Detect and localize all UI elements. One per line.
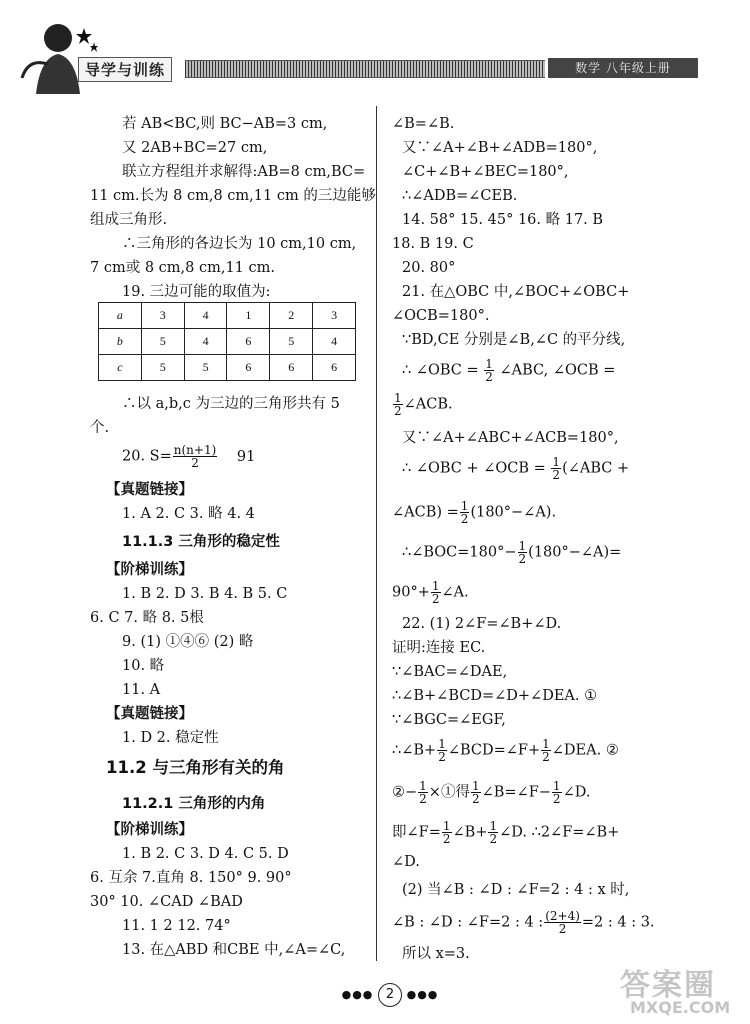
text-line: 1. A 2. C 3. 略 4. 4 xyxy=(122,506,255,522)
text-line: 13. 在△ABD 和CBE 中,∠A=∠C, xyxy=(122,942,346,958)
text-line: ∵∠BAC=∠DAE, xyxy=(392,664,508,680)
table-cell: 3 xyxy=(313,303,356,329)
formula-line xyxy=(392,392,453,417)
column-divider xyxy=(376,106,377,961)
formula-line xyxy=(392,820,619,845)
text-line: 证明:连接 EC. xyxy=(392,640,486,656)
text-line: ∴以 a,b,c 为三边的三角形共有 5 xyxy=(122,396,340,412)
formula-text: ∠D. ∴2∠F=∠B+ xyxy=(499,824,620,841)
page-header xyxy=(0,0,750,100)
text-line: 1. B 2. D 3. B 4. B 5. C xyxy=(122,586,288,602)
fraction-numerator: 1 xyxy=(394,391,402,405)
fraction xyxy=(460,500,470,525)
formula-text: ∴∠BOC=180°− xyxy=(402,544,517,561)
fraction-numerator: 1 xyxy=(460,499,469,513)
text-line: 又∵∠A+∠ABC+∠ACB=180°, xyxy=(402,430,619,446)
fraction-denominator: 2 xyxy=(438,750,446,764)
formula-text: 即∠F= xyxy=(392,824,441,841)
table-cell: 3 xyxy=(141,303,184,329)
text-line: 1. D 2. 稳定性 xyxy=(122,730,219,746)
section-heading: 【真题链接】 xyxy=(106,706,193,722)
text-line: ∠B=∠B. xyxy=(392,116,455,132)
text-line: ∠D. xyxy=(392,854,420,870)
fraction-denominator: 2 xyxy=(552,792,561,806)
table-cell: 6 xyxy=(227,329,270,355)
formula-line xyxy=(402,456,629,481)
table-cell: 5 xyxy=(141,355,184,381)
text-line: 18. B 19. C xyxy=(392,236,474,252)
table-cell: 5 xyxy=(270,329,313,355)
text-line: 11. 1 2 12. 74° xyxy=(122,918,231,934)
formula-line xyxy=(122,444,255,469)
text-line: 所以 x=3. xyxy=(402,946,470,962)
formula-text: (180°−∠A). xyxy=(470,504,557,521)
header-title: 导学与训练 xyxy=(78,57,172,82)
fraction-denominator: 2 xyxy=(542,750,550,764)
table-cell: b xyxy=(99,329,142,355)
formula-text: ②− xyxy=(392,784,418,801)
formula-text: ∴∠B+ xyxy=(392,742,437,759)
fraction xyxy=(471,780,481,805)
chapter-title: 11.2 与三角形有关的角 xyxy=(106,758,285,777)
section-title: 11.2.1 三角形的内角 xyxy=(122,796,266,812)
table-cell: 6 xyxy=(227,355,270,381)
header-band xyxy=(185,60,545,78)
text-line: ∴三角形的各边长为 10 cm,10 cm, xyxy=(122,236,357,252)
dots-decoration: ●●● xyxy=(406,988,439,1001)
fraction xyxy=(418,780,428,805)
fraction xyxy=(544,910,581,935)
formula-line xyxy=(392,738,619,763)
fraction-numerator: n(n+1) xyxy=(173,443,217,457)
fraction-denominator: 2 xyxy=(442,832,451,846)
fraction-numerator: 1 xyxy=(542,737,550,751)
text-line: 若 AB<BC,则 BC−AB=3 cm, xyxy=(122,116,328,132)
text-line: ∴∠B+∠BCD=∠D+∠DEA. ① xyxy=(392,688,598,704)
fraction-denominator: 2 xyxy=(489,832,498,846)
text-line: ∵∠BGC=∠EGF, xyxy=(392,712,506,728)
formula-text: ∠DEA. ② xyxy=(551,742,619,759)
text-line: 6. C 7. 略 8. 5根 xyxy=(90,610,204,626)
formula-text: ∠ACB) = xyxy=(392,504,459,521)
fraction-numerator: 1 xyxy=(485,357,493,371)
formula-text: ∴ ∠OBC = xyxy=(402,362,479,379)
section-heading: 【阶梯训练】 xyxy=(106,822,193,838)
table-row xyxy=(99,355,356,381)
formula-text: ∠B : ∠D : ∠F=2 : 4 : xyxy=(392,914,544,931)
fraction-denominator: 2 xyxy=(552,468,561,482)
text-line: 30° 10. ∠CAD ∠BAD xyxy=(90,894,243,910)
side-length-table xyxy=(98,302,356,381)
text-line: 1. B 2. C 3. D 4. C 5. D xyxy=(122,846,289,862)
fraction-numerator: 1 xyxy=(438,737,446,751)
fraction-numerator: 1 xyxy=(471,779,480,793)
fraction-denominator: 2 xyxy=(518,552,527,566)
formula-text: (∠ABC + xyxy=(562,460,630,477)
formula-text: 20. S= xyxy=(122,448,172,465)
fraction xyxy=(437,738,447,763)
text-line: 联立方程组并求解得:AB=8 cm,BC= xyxy=(122,164,366,180)
text-line: 10. 略 xyxy=(122,658,165,674)
formula-text: ∠ACB. xyxy=(403,396,453,413)
fraction-denominator: 2 xyxy=(419,792,427,806)
fraction-denominator: 2 xyxy=(431,592,440,606)
page-number-value: 2 xyxy=(378,983,402,1007)
fraction xyxy=(552,780,562,805)
fraction xyxy=(518,540,528,565)
formula-line xyxy=(402,540,621,565)
formula-text: ∠BCD=∠F+ xyxy=(447,742,541,759)
fraction xyxy=(541,738,551,763)
fraction-numerator: 1 xyxy=(489,819,498,833)
formula-text: ∠A. xyxy=(441,584,469,601)
table-row xyxy=(99,329,356,355)
formula-text: =2 : 4 : 3. xyxy=(581,914,655,931)
section-heading: 【真题链接】 xyxy=(106,482,193,498)
table-cell: 6 xyxy=(270,355,313,381)
table-cell: 5 xyxy=(141,329,184,355)
fraction-denominator: 2 xyxy=(471,792,480,806)
text-line: (2) 当∠B : ∠D : ∠F=2 : 4 : x 时, xyxy=(402,882,630,898)
text-line: 22. (1) 2∠F=∠B+∠D. xyxy=(402,616,562,632)
table-cell: c xyxy=(99,355,142,381)
formula-line xyxy=(392,580,469,605)
formula-line xyxy=(402,358,615,383)
dots-decoration: ●●● xyxy=(341,988,374,1001)
text-line: 9. (1) ①④⑥ (2) 略 xyxy=(122,634,254,650)
fraction-denominator: 2 xyxy=(394,404,402,418)
table-cell: 5 xyxy=(184,355,227,381)
table-cell: 4 xyxy=(184,303,227,329)
text-line: 19. 三边可能的取值为: xyxy=(122,284,271,300)
text-line: 个. xyxy=(90,420,110,436)
formula-text: ×①得 xyxy=(428,784,470,801)
formula-text: 91 xyxy=(236,448,256,465)
formula-text: ∴ ∠OBC + ∠OCB = xyxy=(402,460,546,477)
fraction-numerator: 1 xyxy=(518,539,527,553)
fraction xyxy=(484,358,494,383)
fraction xyxy=(393,392,403,417)
formula-line xyxy=(392,780,590,805)
fraction-numerator: (2+4) xyxy=(545,909,580,923)
student-logo-icon xyxy=(18,18,98,94)
text-line: 14. 58° 15. 45° 16. 略 17. B xyxy=(402,212,604,228)
page-number xyxy=(330,980,450,1010)
fraction-numerator: 1 xyxy=(552,779,561,793)
text-line: 21. 在△OBC 中,∠BOC+∠OBC+ xyxy=(402,284,630,300)
formula-text: (180°−∠A)= xyxy=(528,544,622,561)
text-line: 7 cm或 8 cm,8 cm,11 cm. xyxy=(90,260,275,276)
watermark-url: MXQE.COM xyxy=(630,998,731,1017)
text-line: 11. A xyxy=(122,682,161,698)
fraction-numerator: 1 xyxy=(442,819,451,833)
fraction-numerator: 1 xyxy=(419,779,427,793)
text-line: 11 cm.长为 8 cm,8 cm,11 cm 的三边能够 xyxy=(90,188,376,204)
text-line: 6. 互余 7.直角 8. 150° 9. 90° xyxy=(90,870,292,886)
section-heading: 【阶梯训练】 xyxy=(106,562,193,578)
formula-text: ∠B=∠F− xyxy=(481,784,551,801)
table-cell: 6 xyxy=(313,355,356,381)
table-cell: 4 xyxy=(184,329,227,355)
text-line: ∵BD,CE 分别是∠B,∠C 的平分线, xyxy=(402,332,626,348)
table-cell: 2 xyxy=(270,303,313,329)
formula-text: ∠B+ xyxy=(452,824,488,841)
text-line: 20. 80° xyxy=(402,260,456,276)
table-cell: a xyxy=(99,303,142,329)
fraction-denominator: 2 xyxy=(191,456,199,470)
table-cell: 1 xyxy=(227,303,270,329)
table-cell: 4 xyxy=(313,329,356,355)
text-line: 又 2AB+BC=27 cm, xyxy=(122,140,268,156)
fraction-numerator: 1 xyxy=(552,455,561,469)
formula-text: 90°+ xyxy=(392,584,430,601)
watermark-text: 答案圈 xyxy=(620,968,716,1003)
fraction xyxy=(431,580,441,605)
fraction xyxy=(442,820,452,845)
fraction-numerator: 1 xyxy=(431,579,440,593)
text-line: ∠C+∠B+∠BEC=180°, xyxy=(402,164,569,180)
fraction-denominator: 2 xyxy=(558,922,567,936)
fraction xyxy=(551,456,561,481)
fraction xyxy=(488,820,498,845)
header-subject: 数学 八年级上册 xyxy=(548,58,698,78)
formula-text: ∠D. xyxy=(562,784,591,801)
fraction-denominator: 2 xyxy=(460,512,469,526)
table-row xyxy=(99,303,356,329)
text-line: ∠OCB=180°. xyxy=(392,308,490,324)
text-line: 又∵∠A+∠B+∠ADB=180°, xyxy=(402,140,598,156)
section-title: 11.1.3 三角形的稳定性 xyxy=(122,534,280,550)
watermark xyxy=(618,960,743,1020)
formula-line xyxy=(392,500,556,525)
formula-line xyxy=(392,910,655,935)
fraction-denominator: 2 xyxy=(485,370,493,384)
text-line: 组成三角形. xyxy=(90,212,168,228)
fraction xyxy=(173,444,218,469)
formula-text: ∠ABC, ∠OCB = xyxy=(499,362,616,379)
text-line: ∴∠ADB=∠CEB. xyxy=(402,188,518,204)
